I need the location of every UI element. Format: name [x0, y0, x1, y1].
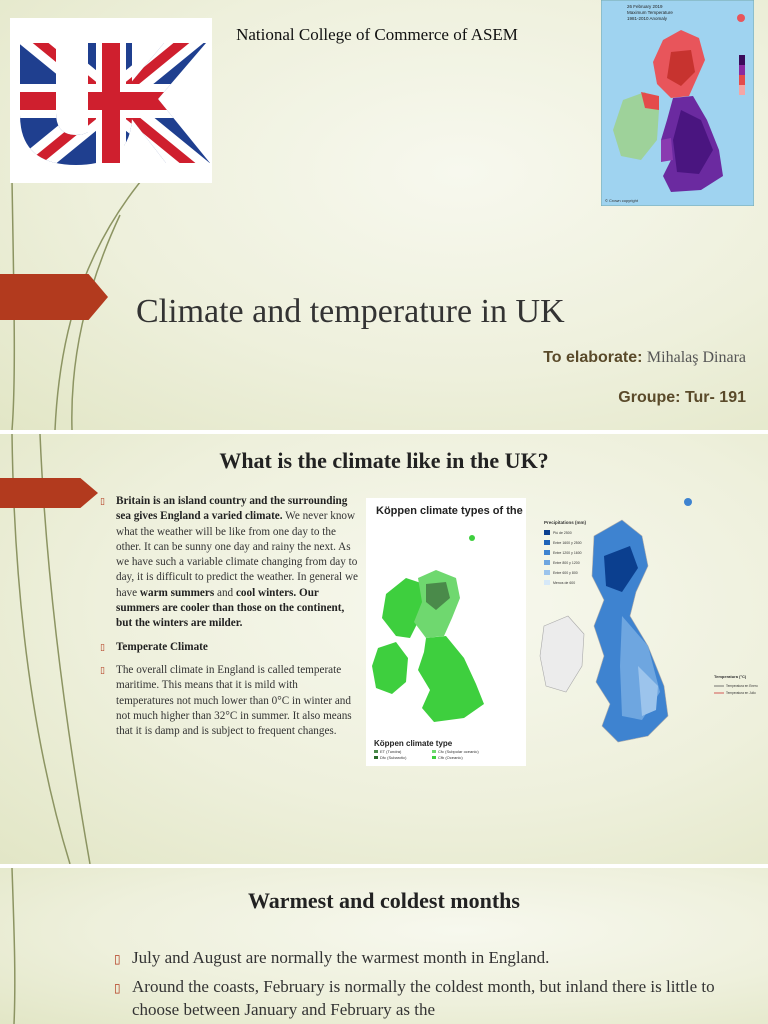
heatmap-label: Maximum Temperature [627, 10, 673, 15]
climate-text [100, 494, 358, 747]
koppen-climate-map [366, 498, 526, 766]
accent-arrow [0, 478, 98, 508]
koppen-legend-title: Köppen climate type [374, 739, 453, 748]
bold-warm: warm summers [139, 586, 215, 599]
temperature-anomaly-map [601, 0, 754, 206]
precip-legend-3: Entre 800 y 1200 [553, 561, 580, 565]
text-body: We never know what the weather will be like from one day to the other. It can be sunny one day and rainy the next. As we have such a variable climate changing from day to day, it is difficult to predict the weather. In general we have [116, 510, 358, 599]
koppen-legend-1: Cfc (Subpolar oceanic) [438, 749, 479, 754]
accent-arrow [0, 274, 108, 320]
koppen-legend-3: Cfb (Oceanic) [438, 755, 463, 760]
author-label: To elaborate: [543, 349, 643, 366]
bold-cool: cool winters. Our summers are cooler than those on the continent, but the winters are milder. [116, 586, 345, 630]
precip-legend-1: Entre 1600 y 2500 [553, 541, 582, 545]
bold-temperate: Temperate Climate [116, 640, 208, 653]
koppen-legend-2: Dfc (Subarctic) [380, 755, 407, 760]
heatmap-copyright: © Crown copyright [605, 198, 638, 203]
slide-heading: What is the climate like in the UK? [219, 448, 549, 473]
slide-title-text: Climate and temperature in UK [136, 293, 565, 330]
temp-legend-0: Temperatura en Enero [726, 684, 758, 688]
koppen-title: Köppen climate types of the UK [376, 505, 526, 517]
slide-title [0, 0, 768, 430]
uk-flag-logo [10, 18, 212, 183]
months-list [114, 946, 754, 1024]
slide-months [0, 868, 768, 1024]
temp-legend-1: Temperatura en Julio [726, 691, 756, 695]
precip-legend-title: Precipitations (mm) [544, 520, 587, 525]
paragraph-maritime: ▯ The overall climate in England is called temperate maritime. This means that it is mild with temperatures not much lower than 0°C in winter and not much higher than 32°C in summer. It also means that it is damp and is subject to frequent changes. [116, 663, 358, 739]
slide-climate [0, 434, 768, 864]
heatmap-sublabel: 1981-2010 Anomaly [627, 16, 668, 21]
bold-intro: Britain is an island country and the surrounding sea gives England a varied climate. [116, 495, 348, 523]
list-item: ▯ July and August are normally the warmest month in England. [132, 946, 754, 969]
text-and: and [214, 586, 236, 599]
precip-legend-0: Più de 2500 [553, 531, 572, 535]
author-line [543, 349, 746, 367]
precip-legend-2: Entre 1200 y 1600 [553, 551, 582, 555]
slide-heading: Warmest and coldest months [248, 888, 520, 913]
uk-logo-text: UK [111, 178, 113, 179]
paragraph-island [116, 494, 358, 632]
list-item: ▯ Around the coasts, February is normally the coldest month, but inland there is little to choose between January and February as the [132, 975, 754, 1021]
paragraph-heading [116, 640, 358, 655]
temp-legend-title: Temperatura (°C) [714, 674, 747, 679]
precipitation-map [538, 496, 766, 762]
koppen-legend-0: ET (Tundra) [380, 749, 402, 754]
heatmap-date: 26 February 2019 [627, 4, 663, 9]
group-label: Groupe: Tur- 191 [618, 389, 746, 406]
precip-legend-4: Entre 600 y 800 [553, 571, 578, 575]
college-name: National College of Commerce of ASEM [236, 25, 518, 44]
precip-legend-5: Menos de 600 [553, 581, 576, 585]
author-name: Mihalaş Dinara [646, 349, 746, 366]
